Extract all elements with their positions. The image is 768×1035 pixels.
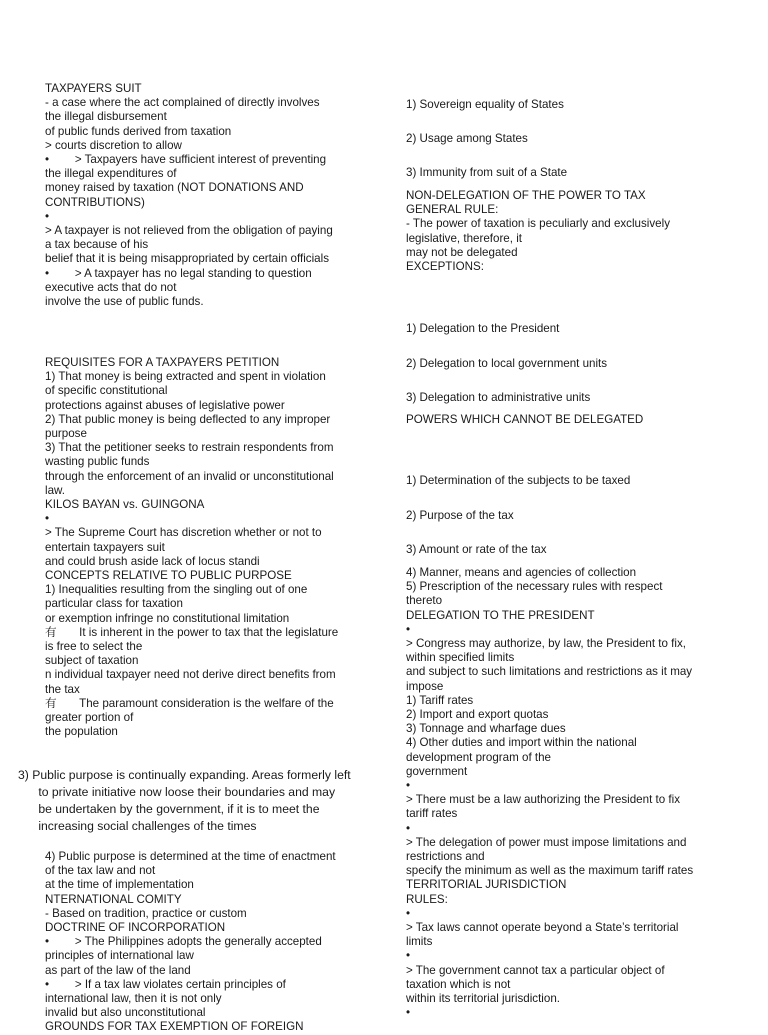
text-line: impose bbox=[406, 679, 444, 693]
text-line: taxation which is not bbox=[406, 977, 511, 991]
text-line: law. bbox=[45, 483, 65, 497]
text-line: 4) Other duties and import within the national bbox=[406, 736, 637, 750]
text-line: > Tax laws cannot operate beyond a State’s territorial bbox=[406, 921, 679, 935]
text-line: • > The Philippines adopts the generally accepted bbox=[45, 935, 322, 949]
text-line: thereto bbox=[406, 594, 443, 608]
text-line: to private initiative now loose their boundaries and may bbox=[18, 785, 336, 799]
delegation-to-president-section bbox=[406, 566, 720, 1021]
text-line: • bbox=[45, 512, 50, 526]
text-line: 2) Usage among States bbox=[406, 132, 528, 145]
text-line: legislative, therefore, it bbox=[406, 231, 522, 245]
text-line: tariff rates bbox=[406, 807, 458, 821]
text-line: • > Taxpayers have sufficient interest of preventing bbox=[45, 153, 327, 167]
text-line: DELEGATION TO THE PRESIDENT bbox=[406, 608, 595, 622]
text-line: - The power of taxation is peculiarly and exclusively bbox=[406, 217, 670, 231]
text-line: GROUNDS FOR TAX EXEMPTION OF FOREIGN bbox=[45, 1020, 304, 1034]
text-line: 5) Prescription of the necessary rules with respect bbox=[406, 580, 663, 594]
text-line: of public funds derived from taxation bbox=[45, 124, 232, 138]
taxpayers-suit-section bbox=[45, 82, 363, 309]
text-line: DOCTRINE OF INCORPORATION bbox=[45, 921, 226, 935]
text-line: 1) Tariff rates bbox=[406, 693, 474, 707]
text-line: greater portion of bbox=[45, 711, 134, 725]
non-delegable-powers-list bbox=[406, 464, 720, 568]
text-line: invalid but also unconstitutional bbox=[45, 1006, 206, 1020]
text-line: > The Supreme Court has discretion whether or not to bbox=[45, 526, 322, 540]
text-line: wasting public funds bbox=[45, 455, 150, 469]
text-line: protections against abuses of legislative power bbox=[45, 398, 285, 412]
text-line: KILOS BAYAN vs. GUINGONA bbox=[45, 498, 205, 512]
text-line: at the time of implementation bbox=[45, 878, 194, 892]
public-purpose-paragraph bbox=[18, 767, 368, 835]
text-line: entertain taxpayers suit bbox=[45, 540, 165, 554]
text-line: • > A taxpayer has no legal standing to question bbox=[45, 266, 312, 280]
text-line: 1) Inequalities resulting from the singling out of one bbox=[45, 583, 308, 597]
text-line: CONCEPTS RELATIVE TO PUBLIC PURPOSE bbox=[45, 569, 292, 583]
text-line: increasing social challenges of the times bbox=[18, 819, 257, 833]
text-line: 3) Tonnage and wharfage dues bbox=[406, 722, 566, 736]
text-line: 3) That the petitioner seeks to restrain respondents from bbox=[45, 441, 334, 455]
text-line: the tax bbox=[45, 682, 80, 696]
international-comity-section bbox=[45, 850, 363, 1035]
text-line: 有 The paramount consideration is the welfare of the bbox=[45, 696, 334, 710]
text-line: the population bbox=[45, 725, 118, 739]
text-line: 4) Public purpose is determined at the time of enactment bbox=[45, 850, 336, 863]
text-line: government bbox=[406, 764, 468, 778]
text-line: > courts discretion to allow bbox=[45, 138, 182, 152]
text-line: limits bbox=[406, 935, 433, 949]
text-line: subject of taxation bbox=[45, 654, 139, 668]
text-line: RULES: bbox=[406, 892, 448, 906]
text-line: REQUISITES FOR A TAXPAYERS PETITION bbox=[45, 356, 280, 369]
text-line: the illegal disbursement bbox=[45, 110, 167, 124]
text-line: - Based on tradition, practice or custom bbox=[45, 906, 247, 920]
text-line: 3) Public purpose is continually expanding. Areas formerly left bbox=[18, 768, 351, 782]
text-line: purpose bbox=[45, 427, 87, 441]
text-line: within its territorial jurisdiction. bbox=[406, 992, 560, 1006]
text-line: > Congress may authorize, by law, the President to fix, bbox=[406, 637, 686, 651]
text-line: principles of international law bbox=[45, 949, 194, 963]
text-line: 3) Amount or rate of the tax bbox=[406, 543, 547, 556]
heading-text: POWERS WHICH CANNOT BE DELEGATED bbox=[406, 413, 644, 426]
text-line: may not be delegated bbox=[406, 245, 518, 259]
text-line: and could brush aside lack of locus standi bbox=[45, 554, 260, 568]
text-line: • bbox=[406, 1006, 411, 1020]
text-line: > The government cannot tax a particular object of bbox=[406, 963, 665, 977]
text-line: belief that it is being misappropriated by certain officials bbox=[45, 252, 329, 266]
text-line: executive acts that do not bbox=[45, 280, 177, 294]
text-line: • bbox=[406, 821, 411, 835]
text-line: CONTRIBUTIONS) bbox=[45, 195, 145, 209]
text-line: development program of the bbox=[406, 750, 552, 764]
text-line: and subject to such limitations and restrictions as it may bbox=[406, 665, 693, 679]
text-line: 3) Immunity from suit of a State bbox=[406, 166, 568, 179]
text-line: • bbox=[406, 779, 411, 793]
text-line: through the enforcement of an invalid or unconstitutional bbox=[45, 469, 334, 483]
text-line: particular class for taxation bbox=[45, 597, 183, 611]
text-line: 2) Purpose of the tax bbox=[406, 508, 514, 522]
text-line: > There must be a law authorizing the President to fix bbox=[406, 793, 680, 807]
text-line: restrictions and bbox=[406, 850, 485, 864]
text-line: of specific constitutional bbox=[45, 384, 168, 398]
text-line: 3) Delegation to administrative units bbox=[406, 391, 591, 404]
text-line: of the tax law and not bbox=[45, 864, 156, 878]
text-line: > The delegation of power must impose limitations and bbox=[406, 835, 687, 849]
text-line: involve the use of public funds. bbox=[45, 295, 204, 309]
text-line: TERRITORIAL JURISDICTION bbox=[406, 878, 567, 892]
text-line: n individual taxpayer need not derive direct benefits from bbox=[45, 668, 336, 682]
text-line: EXCEPTIONS: bbox=[406, 260, 484, 274]
delegation-exceptions-list bbox=[406, 312, 720, 416]
text-line: - a case where the act complained of directly involves bbox=[45, 96, 320, 110]
text-line: within specified limits bbox=[406, 651, 515, 665]
text-line: 1) That money is being extracted and spent in violation bbox=[45, 370, 326, 384]
text-line: > A taxpayer is not relieved from the obligation of paying bbox=[45, 224, 333, 238]
text-line: specify the minimum as well as the maximum tariff rates bbox=[406, 864, 694, 878]
text-line: is free to select the bbox=[45, 640, 143, 654]
text-line: • bbox=[45, 209, 50, 223]
text-line: a tax because of his bbox=[45, 238, 149, 252]
text-line: 1) Delegation to the President bbox=[406, 322, 560, 335]
text-line: money raised by taxation (NOT DONATIONS AND bbox=[45, 181, 304, 195]
text-line: 2) Delegation to local government units bbox=[406, 356, 608, 370]
text-line: • bbox=[406, 906, 411, 920]
text-line: NON-DELEGATION OF THE POWER TO TAX bbox=[406, 189, 646, 202]
text-line: as part of the law of the land bbox=[45, 963, 191, 977]
text-line: 1) Determination of the subjects to be taxed bbox=[406, 474, 631, 487]
requisites-section bbox=[45, 356, 363, 739]
text-line: • > If a tax law violates certain principles of bbox=[45, 977, 286, 991]
text-line: the illegal expenditures of bbox=[45, 167, 177, 181]
text-line: 2) Import and export quotas bbox=[406, 708, 549, 722]
text-line: international law, then it is not only bbox=[45, 992, 222, 1006]
text-line: 有 It is inherent in the power to tax that the legislature bbox=[45, 625, 339, 639]
exemption-grounds-list bbox=[406, 88, 720, 190]
text-line: or exemption infringe no constitutional limitation bbox=[45, 611, 290, 625]
text-line: GENERAL RULE: bbox=[406, 203, 499, 217]
text-line: 2) That public money is being deflected to any improper bbox=[45, 412, 331, 426]
text-line: • bbox=[406, 949, 411, 963]
text-line: be undertaken by the government, if it is to meet the bbox=[18, 802, 320, 816]
text-line: • bbox=[406, 622, 411, 636]
powers-not-delegated-heading bbox=[406, 413, 720, 427]
text-line: 4) Manner, means and agencies of collection bbox=[406, 566, 637, 579]
text-line: 1) Sovereign equality of States bbox=[406, 98, 564, 111]
non-delegation-section bbox=[406, 189, 720, 274]
text-line: NTERNATIONAL COMITY bbox=[45, 892, 182, 906]
text-line: TAXPAYERS SUIT bbox=[45, 82, 142, 95]
